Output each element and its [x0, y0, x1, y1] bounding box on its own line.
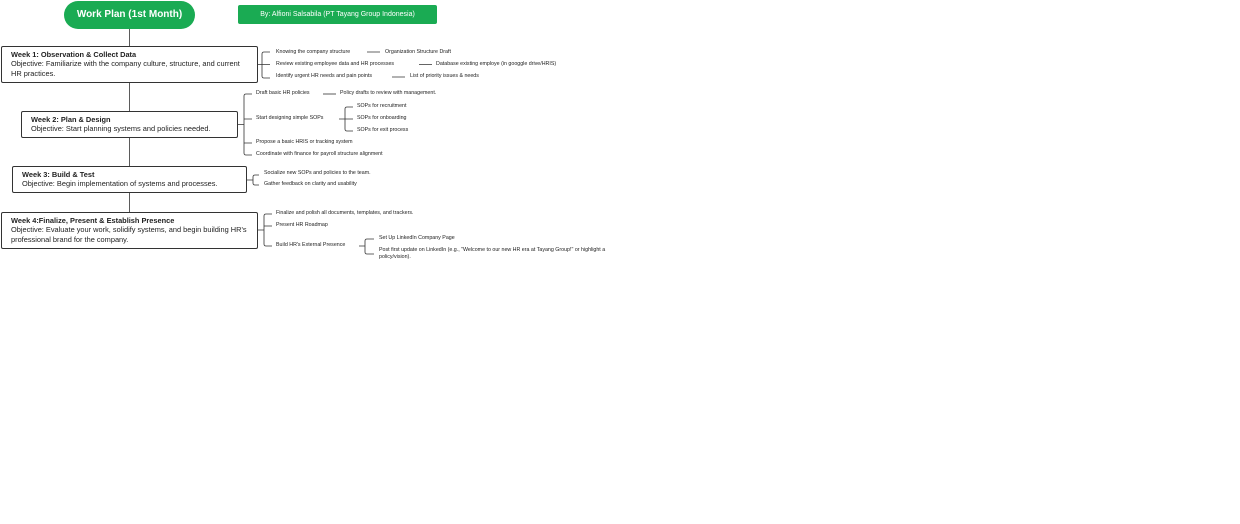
task-node[interactable]: Gather feedback on clarity and usability: [264, 181, 357, 187]
task-node[interactable]: Finalize and polish all documents, templates, and trackers.: [276, 210, 414, 216]
task-node[interactable]: Build HR's External Presence: [276, 242, 346, 248]
week-title: Week 1: Observation & Collect Data: [11, 50, 137, 59]
week-title: Week 4:Finalize, Present & Establish Presence: [11, 216, 175, 225]
week-objective: Objective: Evaluate your work, solidify systems, and begin building HR's professional brand for the company.: [11, 225, 247, 244]
week-3-node[interactable]: [12, 166, 247, 193]
task-node[interactable]: Knowing the company structure: [276, 49, 351, 55]
week-objective: Objective: Familiarize with the company culture, structure, and current HR practices.: [11, 59, 240, 78]
week-objective: Objective: Start planning systems and policies needed.: [31, 124, 211, 134]
task-node[interactable]: Socialize new SOPs and policies to the team.: [264, 170, 371, 176]
presence-node[interactable]: Post first update on LinkedIn (e.g., "Welcome to our new HR era at Tayang Group!" or highlight a policy/vision).: [379, 247, 606, 260]
week-objective: Objective: Begin implementation of systems and processes.: [22, 179, 218, 189]
output-node[interactable]: List of priority issues & needs: [410, 73, 479, 79]
sop-node[interactable]: SOPs for recruitment: [357, 103, 407, 109]
task-node[interactable]: Coordinate with finance for payroll structure alignment: [256, 151, 383, 157]
task-node[interactable]: Propose a basic HRIS or tracking system: [256, 139, 353, 145]
output-node[interactable]: Database existing employe (in googgle drive/HRIS): [436, 61, 557, 67]
task-node[interactable]: Review existing employee data and HR processes: [276, 61, 395, 67]
sop-node[interactable]: SOPs for onboarding: [357, 115, 407, 121]
week-2-node[interactable]: [21, 111, 238, 138]
week-1-node[interactable]: [1, 46, 258, 83]
output-node[interactable]: Policy drafts to review with management.: [340, 90, 437, 96]
author-badge: By: Alfioni Salsabila (PT Tayang Group Indonesia): [238, 5, 437, 24]
sop-node[interactable]: SOPs for exit process: [357, 127, 409, 133]
task-node[interactable]: Identify urgent HR needs and pain points: [276, 73, 372, 79]
task-node[interactable]: Start designing simple SOPs: [256, 115, 324, 121]
presence-node[interactable]: Set Up LinkedIn Company Page: [379, 235, 455, 241]
week-title: Week 2: Plan & Design: [31, 115, 111, 124]
week-4-node[interactable]: [1, 212, 258, 249]
week-title: Week 3: Build & Test: [22, 170, 95, 179]
root-node[interactable]: Work Plan (1st Month): [64, 1, 195, 29]
output-node[interactable]: Organization Structure Draft: [385, 49, 451, 55]
task-node[interactable]: Present HR Roadmap: [276, 222, 328, 228]
task-node[interactable]: Draft basic HR policies: [256, 90, 310, 96]
